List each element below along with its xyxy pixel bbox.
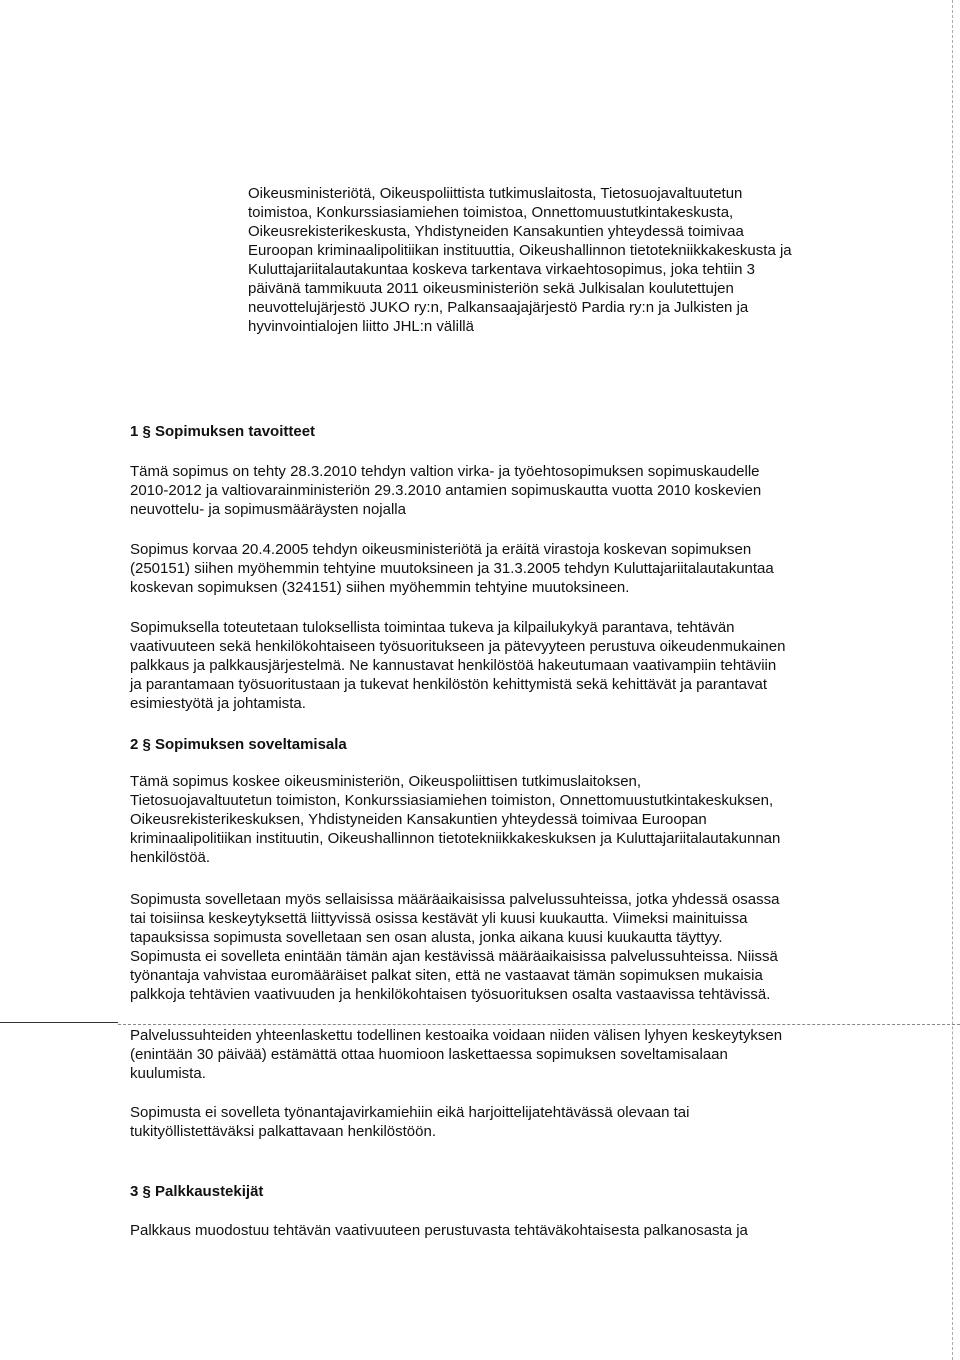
section-2-paragraph-4: Sopimusta ei sovelleta työnantajavirkamiehiin eikä harjoittelijatehtävässä olevaan tai tukityöllistettäväksi palkattavaan henkilöstöön. — [130, 1104, 690, 1140]
scan-edge-line — [952, 0, 954, 1360]
section-1-heading: 1 § Sopimuksen tavoitteet — [130, 423, 316, 440]
section-3-paragraph-1: Palkkaus muodostuu tehtävän vaativuuteen perustuvasta tehtäväkohtaisesta palkanosasta ja — [130, 1222, 748, 1239]
section-2-heading: 2 § Sopimuksen soveltamisala — [130, 736, 347, 753]
section-3-heading: 3 § Palkkaustekijät — [130, 1183, 264, 1200]
scan-artifact-dashed-line — [118, 1024, 960, 1025]
scan-artifact-line — [0, 1022, 118, 1023]
section-1-paragraph-3: Sopimuksella toteutetaan tuloksellista toimintaa tukeva ja kilpailukykyä parantava, tehtävän vaativuuteen sekä henkilökohtaiseen työsuoritukseen ja pätevyyteen perustuva oikeudenmukainen palkkaus ja palkkausjärjestelmä. Ne kannustavat henkilöstöä hakeutumaan vaativampiin tehtäviin ja parantamaan työsuoritustaan ja tukevat henkilöstön kehittymistä sekä kehittävät ja parantavat esimiestyötä ja johtamista. — [130, 619, 786, 712]
document-intro: Oikeusministeriötä, Oikeuspoliittista tutkimuslaitosta, Tietosuojavaltuutetun toimistoa, Konkurssiasiamiehen toimistoa, Onnettomuustutkintakeskusta, Oikeusrekisterikeskusta, Yhdistyneiden Kansakuntien yhteydessä toimivaa Euroopan kriminaalipolitiikan instituuttia, Oikeushallinnon tietotekniikkakeskusta ja Kuluttajariitalautakuntaa koskeva tarkentava virkaehtosopimus, joka tehtiin 3 päivänä tammikuuta 2011 oikeusministeriön sekä Julkisalan koulutettujen neuvottelujärjestö JUKO ry:n, Palkansaajajärjestö Pardia ry:n ja Julkisten ja hyvinvointialojen liitto JHL:n välillä — [248, 185, 792, 335]
section-2-paragraph-1: Tämä sopimus koskee oikeusministeriön, Oikeuspoliittisen tutkimuslaitoksen, Tietosuojavaltuutetun toimiston, Konkurssiasiamiehen toimiston, Onnettomuustutkintakeskuksen, Oikeusrekisterikeskuksen, Yhdistyneiden Kansakuntien yhteydessä toimivaa Euroopan kriminaalipolitiikan instituutin, Oikeushallinnon tietotekniikkakeskuksen ja Kuluttajariitalautakunnan henkilöstöä. — [130, 773, 781, 866]
section-1-paragraph-2: Sopimus korvaa 20.4.2005 tehdyn oikeusministeriötä ja eräitä virastoja koskevan sopimuksen (250151) siihen myöhemmin tehtyine muutoksineen ja 31.3.2005 tehdyn Kuluttajariitalautakuntaa koskevan sopimuksen (324151) siihen myöhemmin tehtyine muutoksineen. — [130, 541, 774, 596]
section-2-paragraph-3: Palvelussuhteiden yhteenlaskettu todellinen kestoaika voidaan niiden välisen lyhyen keskeytyksen (enintään 30 päivää) estämättä ottaa huomioon laskettaessa sopimuksen soveltamisalaan kuulumista. — [130, 1027, 783, 1082]
section-2-paragraph-2: Sopimusta sovelletaan myös sellaisissa määräaikaisissa palvelussuhteissa, jotka yhdessä osassa tai toisiinsa keskeytyksettä liittyvissä osissa kestävät yli kuusi kuukautta. Viimeksi mainituissa tapauksissa sopimusta sovelletaan sen osan alusta, jonka aikana kuusi kuukautta täyttyy. Sopimusta ei sovelleta enintään tämän ajan kestävissä määräaikaisissa palvelussuhteissa. Niissä työnantaja vahvistaa euromääräiset palkat siten, että ne vastaavat tämän sopimuksen mukaisia palkkoja tehtävien vaativuuden ja henkilökohtaisen työsuorituksen osalta vastaavissa tehtävissä. — [130, 891, 780, 1003]
section-1-paragraph-1: Tämä sopimus on tehty 28.3.2010 tehdyn valtion virka- ja työehtosopimuksen sopimuskaudelle 2010-2012 ja valtiovarainministeriön 29.3.2010 antamien sopimuskautta vuotta 2010 koskevien neuvottelu- ja sopimusmääräysten nojalla — [130, 463, 762, 518]
